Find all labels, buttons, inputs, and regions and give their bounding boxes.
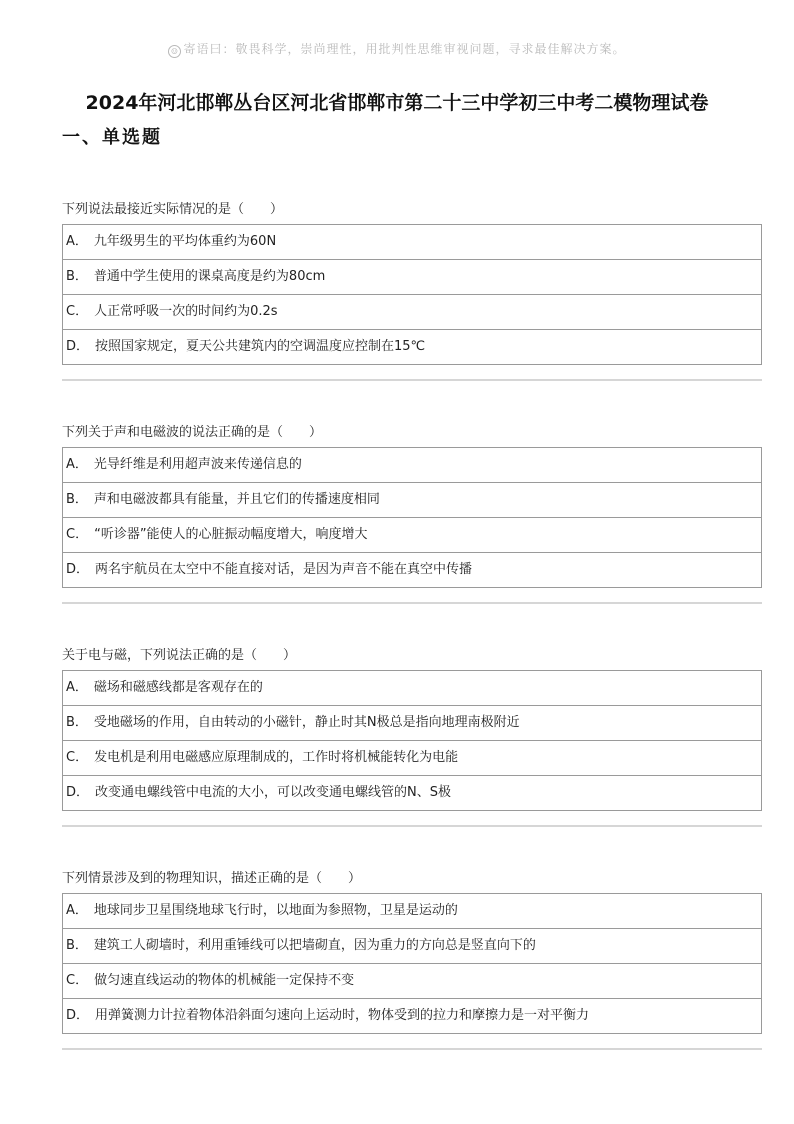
option-a[interactable] [63,671,761,705]
option-letter: C． [66,527,89,542]
option-letter: B． [66,492,88,507]
options-table [62,670,762,811]
option-text: 两名宇航员在太空中不能直接对话，是因为声音不能在真空中传播 [95,562,473,577]
option-text: 发电机是利用电磁感应原理制成的，工作时将机械能转化为电能 [94,750,459,765]
option-d[interactable] [63,998,761,1033]
option-letter: B． [66,715,88,730]
option-b[interactable] [63,705,761,740]
header-motto [0,40,794,58]
options-table [62,224,762,365]
question-4 [62,869,762,1050]
page-title: 2024年河北邯郸丛台区河北省邯郸市第二十三中学初三中考二模物理试卷 [85,92,709,114]
option-letter: D． [66,785,90,800]
divider [62,379,762,381]
option-letter: B． [66,938,88,953]
option-text: “听诊器”能使人的心脏振动幅度增大，响度增大 [94,527,368,542]
option-d[interactable] [63,552,761,587]
question-2 [62,423,762,604]
option-text: 光导纤维是利用超声波来传递信息的 [93,457,302,472]
option-c[interactable] [63,740,761,775]
option-letter: D． [66,339,90,354]
option-d[interactable] [63,775,761,810]
option-letter: A． [66,680,88,695]
option-text: 声和电磁波都具有能量，并且它们的传播速度相同 [93,492,380,507]
option-text: 建筑工人砌墙时，利用重锤线可以把墙砌直，因为重力的方向总是竖直向下的 [93,938,536,953]
option-b[interactable] [63,482,761,517]
motto-text: 寄语曰：敬畏科学，崇尚理性，用批判性思维审视问题，寻求最佳解决方案。 [183,42,626,56]
option-text: 磁场和磁感线都是客观存在的 [93,680,263,695]
option-text: 按照国家规定，夏天公共建筑内的空调温度应控制在15℃ [95,339,426,354]
option-text: 改变通电螺线管中电流的大小，可以改变通电螺线管的N、S极 [95,785,451,800]
option-text: 普通中学生使用的课桌高度是约为80cm [93,269,326,284]
option-c[interactable] [63,517,761,552]
question-3 [62,646,762,827]
option-c[interactable] [63,963,761,998]
option-text: 人正常呼吸一次的时间约为0.2s [94,304,278,319]
option-text: 做匀速直线运动的物体的机械能一定保持不变 [94,973,355,988]
option-letter: D． [66,1008,90,1023]
option-letter: A． [66,903,88,918]
divider [62,825,762,827]
question-stem: 下列情景涉及到的物理知识，描述正确的是（ ） [62,871,362,886]
option-letter: D． [66,562,90,577]
option-d[interactable] [63,329,761,364]
option-b[interactable] [63,928,761,963]
section-heading: 一、单选题 [62,127,162,148]
option-a[interactable] [63,225,761,259]
option-b[interactable] [63,259,761,294]
question-stem: 下列说法最接近实际情况的是（ ） [62,202,284,217]
option-a[interactable] [63,448,761,482]
option-text: 用弹簧测力计拉着物体沿斜面匀速向上运动时，物体受到的拉力和摩擦力是一对平衡力 [95,1008,590,1023]
option-letter: A． [66,234,88,249]
option-c[interactable] [63,294,761,329]
divider [62,1048,762,1050]
option-a[interactable] [63,894,761,928]
question-stem: 关于电与磁，下列说法正确的是（ ） [62,648,297,663]
options-table [62,893,762,1034]
option-text: 地球同步卫星围绕地球飞行时，以地面为参照物，卫星是运动的 [93,903,458,918]
question-stem: 下列关于声和电磁波的说法正确的是（ ） [62,425,323,440]
option-letter: C． [66,973,89,988]
smile-icon: ☺ [168,45,181,58]
divider [62,602,762,604]
option-letter: C． [66,304,89,319]
option-letter: B． [66,269,88,284]
options-table [62,447,762,588]
question-1 [62,200,762,381]
option-text: 九年级男生的平均体重约为60N [93,234,277,249]
option-text: 受地磁场的作用，自由转动的小磁针，静止时其N极总是指向地理南极附近 [93,715,520,730]
option-letter: A． [66,457,88,472]
option-letter: C． [66,750,89,765]
